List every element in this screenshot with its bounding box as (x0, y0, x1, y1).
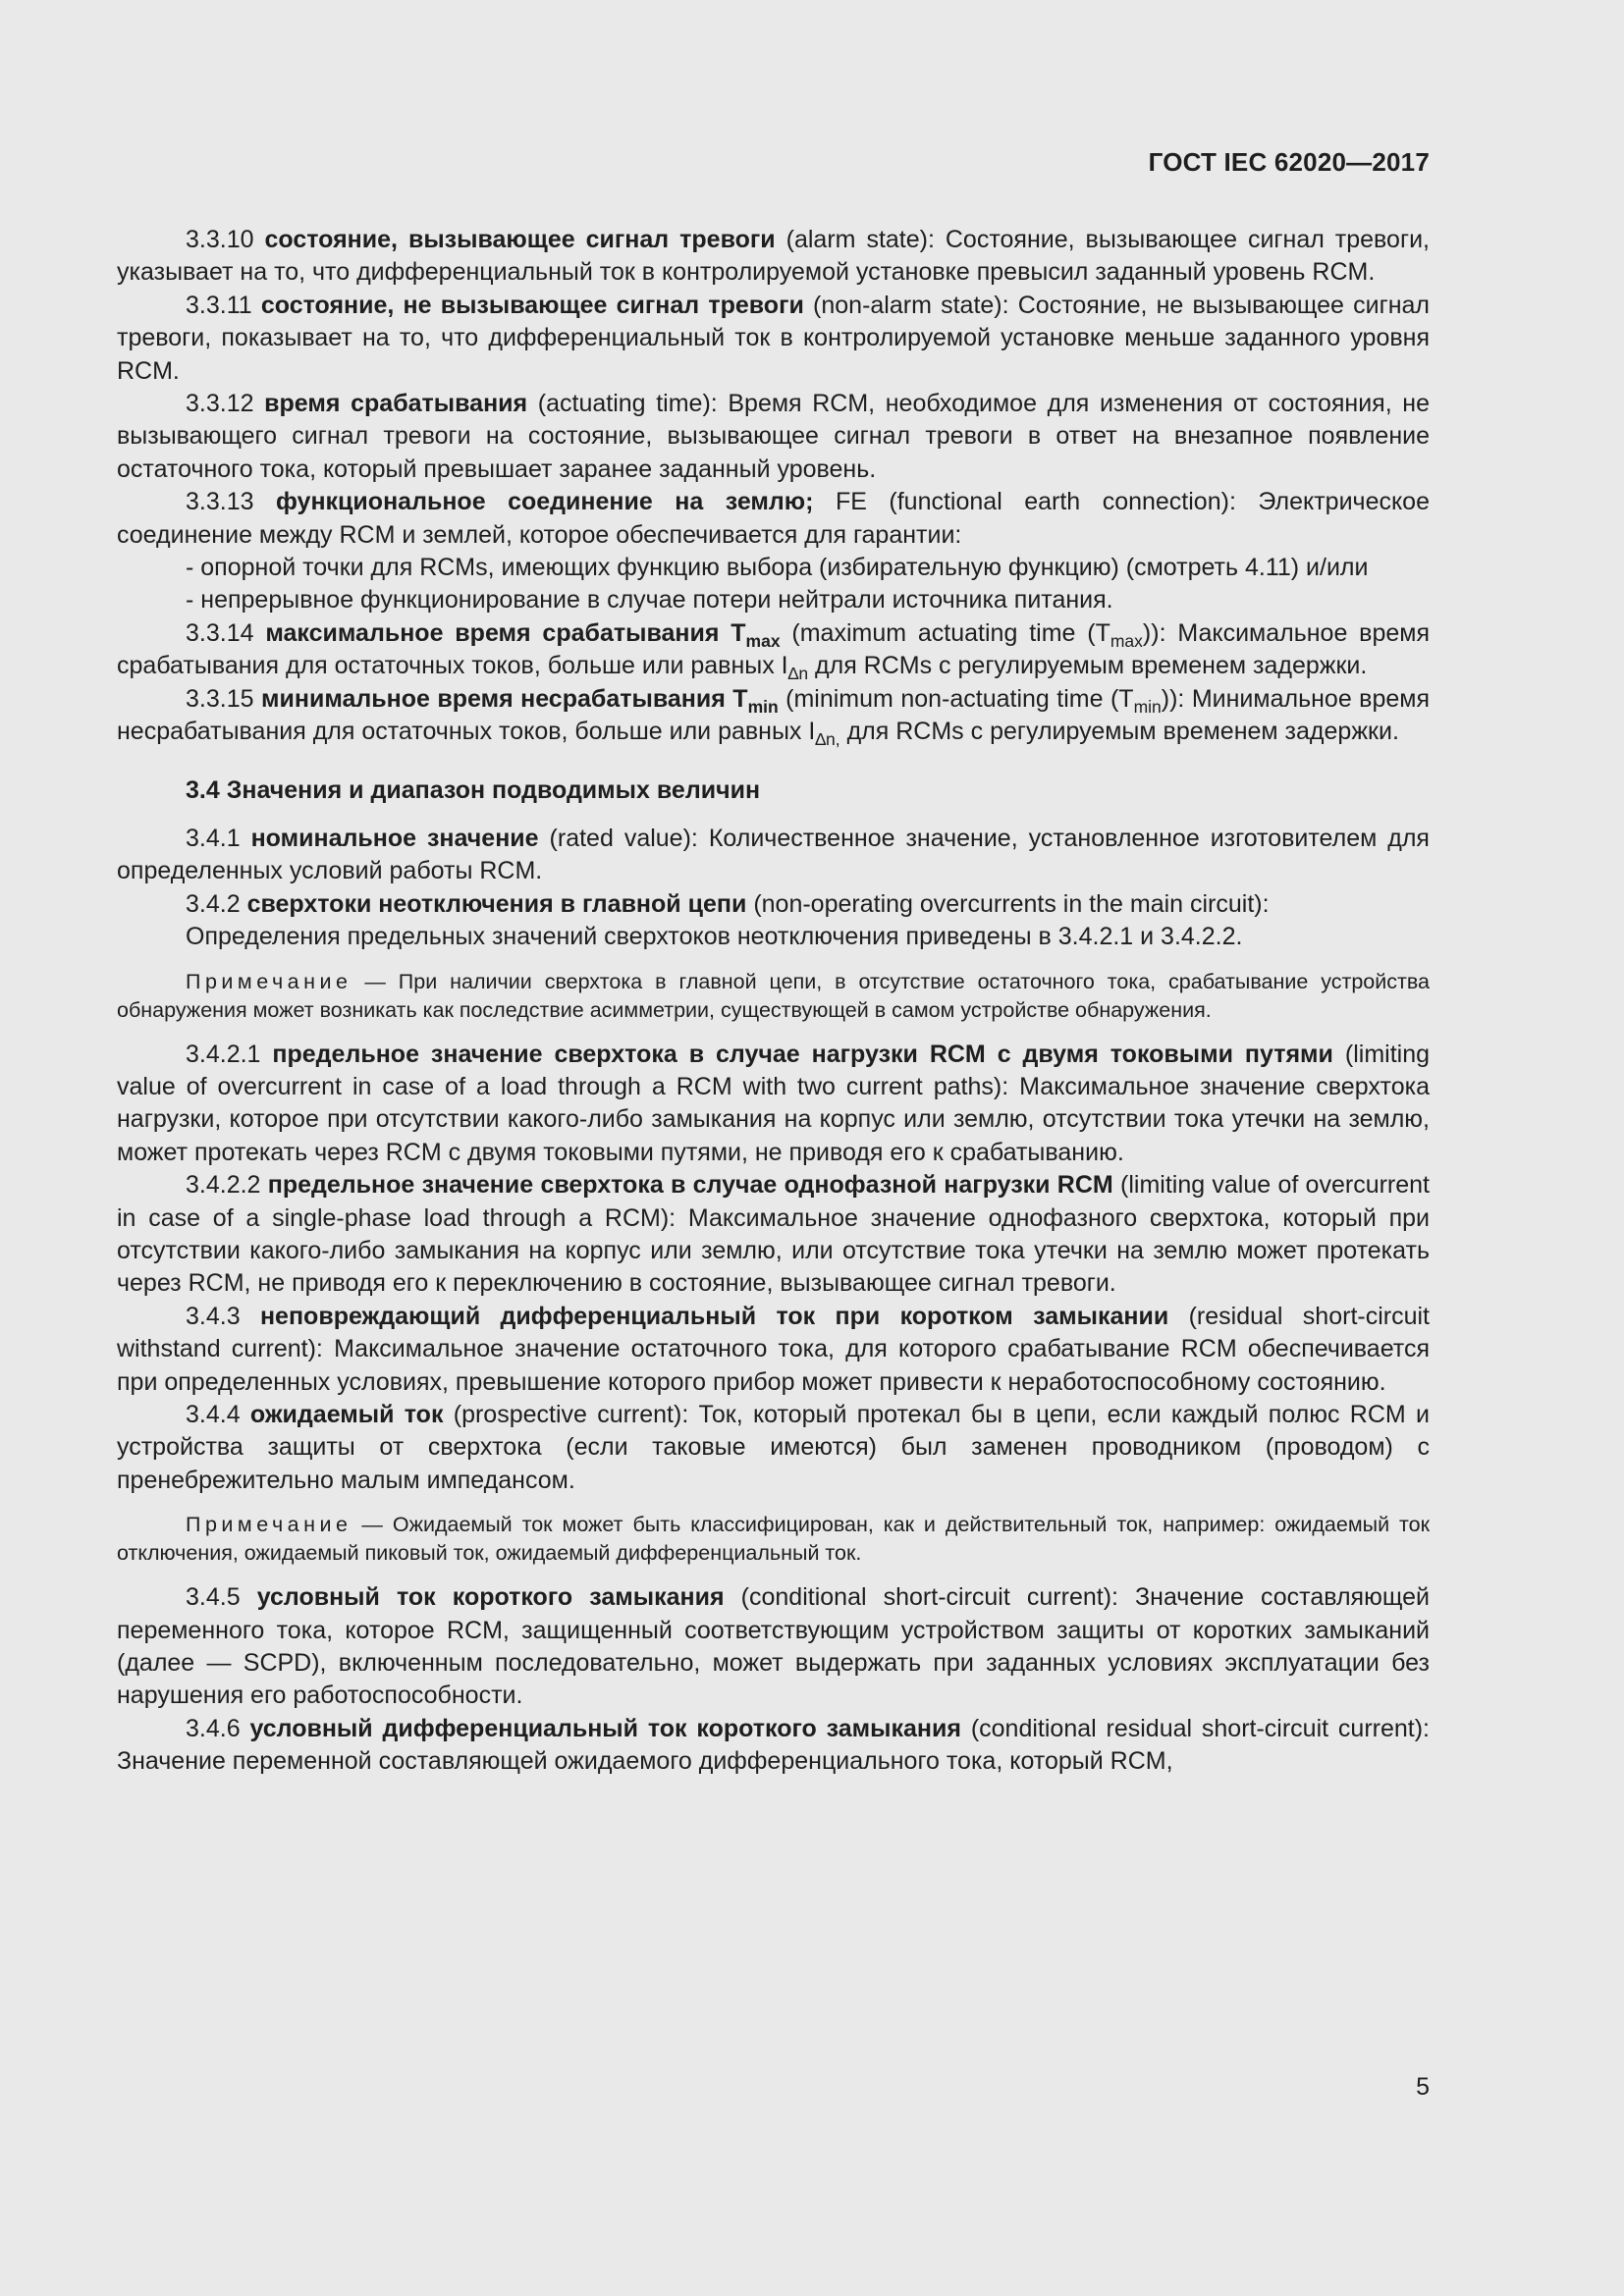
clause-number: 3.3.15 (186, 684, 254, 713)
subscript: min (747, 696, 779, 717)
definition-3-4-3 (117, 1301, 1430, 1399)
term-text: максимальное время срабатывания T (265, 618, 746, 647)
term: время срабатывания (264, 390, 528, 418)
clause-number: 3.4.4 (186, 1401, 241, 1428)
clause-number: 3.4.3 (186, 1302, 241, 1330)
definition-3-4-2-2 (117, 1169, 1430, 1301)
definition-3-4-5 (117, 1581, 1430, 1713)
term: предельное значение сверхтока в случае однофазной нагрузки RCM (267, 1171, 1113, 1200)
term (260, 684, 779, 717)
term: сверхтоки неотключения в главной цепи (246, 889, 747, 918)
definition-text: )): Минимальное время несрабатывания для остаточных токов, больше или равных I (117, 684, 1430, 746)
definition-text: (conditional residual short-circuit current): Значение переменной составляющей ожидаемого дифференциального тока, который RCM, (117, 1714, 1430, 1776)
term (265, 618, 781, 651)
clause-number: 3.3.12 (186, 390, 254, 418)
note-2 (117, 1511, 1430, 1568)
definition-3-3-13 (117, 486, 1430, 552)
definition-text: (residual short-circuit withstand current): Максимальное значение остаточного тока, для которого срабатывание RCM обеспечивается при определенных условиях, превышение которого прибор может привести к неработоспособному состоянию. (117, 1302, 1430, 1396)
document-body (117, 224, 1430, 1779)
clause-number: 3.4.5 (186, 1583, 241, 1612)
clause-number: 3.3.14 (186, 618, 254, 647)
list-item: - непрерывное функционирование в случае потери нейтрали источника питания. (186, 586, 1113, 614)
definition-3-4-6 (117, 1713, 1430, 1779)
clause-number: 3.4.2.2 (186, 1171, 261, 1200)
definition-3-4-2 (117, 888, 1430, 921)
note-1 (117, 968, 1430, 1025)
subscript: min (1133, 696, 1162, 717)
clause-number: 3.3.10 (186, 226, 254, 253)
definition-3-3-11 (117, 290, 1430, 388)
definition-3-4-2-1 (117, 1039, 1430, 1170)
subscript: ∆n, (815, 729, 840, 750)
term: условный ток короткого замыкания (256, 1583, 725, 1612)
term: ожидаемый ток (249, 1401, 444, 1428)
term: условный дифференциальный ток короткого замыкания (249, 1714, 961, 1742)
term: предельное значение сверхтока в случае нагрузки RCM с двумя токовыми путями (272, 1040, 1333, 1068)
subscript: ∆n (787, 664, 809, 684)
definition-3-3-12 (117, 388, 1430, 486)
section-heading-3-4: 3.4 Значения и диапазон подводимых величин (186, 775, 761, 804)
definition-text: (non-operating overcurrents in the main circuit): (746, 889, 1270, 918)
definition-text: FE (functional earth connection): Электрическое соединение между RCM и землей, которое обеспечивается для гарантии: (117, 488, 1430, 549)
definition-3-3-15 (117, 683, 1430, 749)
definition-text: для RCMs с регулируемым временем задержки. (808, 652, 1368, 680)
definition-3-3-10 (117, 224, 1430, 290)
clause-number: 3.4.6 (186, 1714, 241, 1742)
definition-3-4-2-line2: Определения предельных значений сверхтоков неотключения приведены в 3.4.2.1 и 3.4.2.2. (186, 923, 1243, 951)
document-id-header: ГОСТ IEC 62020—2017 (1148, 147, 1430, 177)
term: номинальное значение (250, 824, 539, 852)
subscript: max (745, 631, 781, 651)
page-number: 5 (1416, 2073, 1430, 2101)
note-label: Примечание (186, 969, 352, 993)
list-item: - опорной точки для RCMs, имеющих функцию выбора (избирательную функцию) (смотреть 4.11) и/или (186, 554, 1369, 582)
definition-text: (maximum actuating time (T (780, 618, 1110, 647)
clause-number: 3.4.2 (186, 889, 241, 918)
definition-text: (alarm state): Состояние, вызывающее сигнал тревоги, указывает на то, что дифференциальный ток в контролируемой установке превысил заданный уровень RCM. (117, 226, 1430, 287)
definition-3-4-4 (117, 1399, 1430, 1497)
definition-text: (rated value): Количественное значение, установленное изготовителем для определенных условий работы RCM. (117, 824, 1430, 885)
term: функциональное соединение на землю; (276, 488, 814, 516)
clause-number: 3.3.11 (186, 291, 252, 319)
term: состояние, не вызывающее сигнал тревоги (260, 291, 804, 319)
definition-3-4-1 (117, 823, 1430, 888)
term: неповреждающий дифференциальный ток при коротком замыкании (259, 1302, 1169, 1330)
note-label: Примечание (186, 1513, 352, 1537)
clause-number: 3.4.1 (186, 824, 241, 852)
clause-number: 3.3.13 (186, 488, 254, 516)
definition-text: (minimum non-actuating time (T (778, 684, 1134, 713)
subscript: max (1110, 631, 1143, 651)
definition-text: (non-alarm state): Состояние, не вызывающее сигнал тревоги, показывает на то, что дифференциальный ток в контролируемой установке меньше заданного уровня RCM. (117, 291, 1430, 385)
definition-text: (prospective current): Ток, который протекал бы в цепи, если каждый полюс RCM и устройства защиты от сверхтока (если таковые имеются) был заменен проводником (проводом) с пренебрежительно малым импедансом. (117, 1401, 1430, 1494)
definition-text: (conditional short-circuit current): Значение составляющей переменного тока, которое RCM, защищенный соответствующим устройством защиты от коротких замыканий (далее — SCPD), включенным последовательно, может выдержать при заданных условиях эксплуатации без нарушения его работоспособности. (117, 1583, 1430, 1710)
clause-number: 3.4.2.1 (186, 1040, 261, 1068)
definition-text: )): Максимальное время срабатывания для остаточных токов, больше или равных I (117, 618, 1430, 680)
term-text: минимальное время несрабатывания T (260, 684, 748, 713)
definition-text: для RCMs с регулируемым временем задержки. (839, 718, 1399, 746)
definition-text: (limiting value of overcurrent in case of a single-phase load through a RCM): Максимальное значение однофазного сверхтока, который при отсутствии какого-либо замыкания на корпус или землю, или отсутствие тока утечки на землю может протекать через RCM, не приводя его к переключению в состояние, вызывающее сигнал тревоги. (117, 1171, 1431, 1298)
note-text: — Ожидаемый ток может быть классифицирован, как и действительный ток, например: ожидаемый ток отключения, ожидаемый пиковый ток, ожидаемый дифференциальный ток. (117, 1513, 1430, 1566)
note-text: — При наличии сверхтока в главной цепи, в отсутствие остаточного тока, срабатывание устройства обнаружения может возникать как последствие асимметрии, существующей в самом устройстве обнаружения. (117, 969, 1430, 1022)
definition-text: (limiting value of overcurrent in case of a load through a RCM with two current paths): Максимальное значение сверхтока нагрузки, которое при отсутствии какого-либо замыкания на корпус или землю, отсутствии тока утечки на землю, может протекать через RCM с двумя токовыми путями, не приводя его к срабатыванию. (117, 1040, 1431, 1166)
term: состояние, вызывающее сигнал тревоги (264, 226, 776, 253)
definition-text: (actuating time): Время RCM, необходимое для изменения от состояния, не вызывающего сигнал тревоги на состояние, вызывающее сигнал тревоги в ответ на внезапное появление остаточного тока, который превышает заранее заданный уровень. (117, 390, 1431, 483)
definition-3-3-14 (117, 617, 1430, 683)
